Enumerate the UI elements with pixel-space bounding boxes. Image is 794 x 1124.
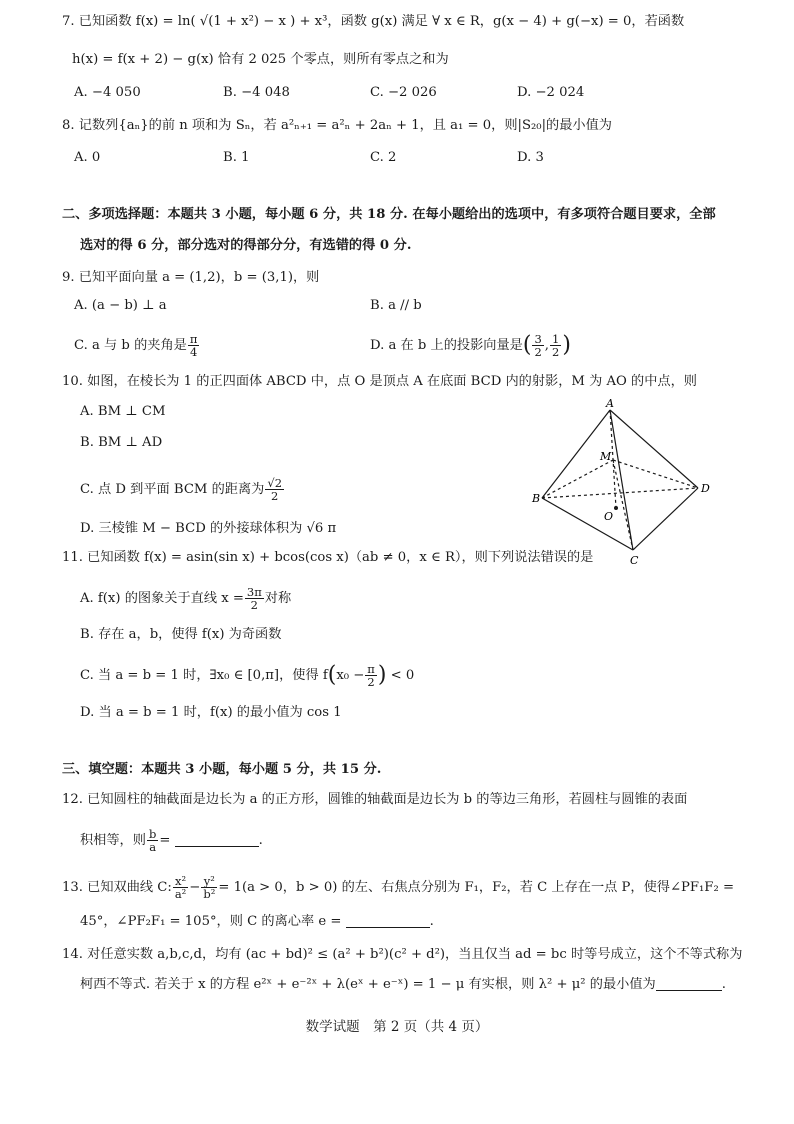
section2-heading: 二、多项选择题：本题共 3 小题，每小题 6 分，共 18 分. 在每小题给出的选项中，有多项符合题目要求，全部 bbox=[62, 207, 716, 222]
q8-option-b: B. 1 bbox=[223, 150, 250, 165]
q14-line2: 柯西不等式. 若关于 x 的方程 e²ˣ + e⁻²ˣ + λ(eˣ + e⁻ˣ) = 1 − μ 有实根，则 λ² + μ² 的最小值为 . bbox=[80, 977, 726, 992]
q7-option-b: B. −4 048 bbox=[223, 85, 290, 100]
segment-mc bbox=[613, 460, 633, 550]
label-m: M bbox=[600, 450, 612, 463]
q7-line1: 7. 已知函数 f(x) = ln( √(1 + x²) − x ) + x³，函数 g(x) 满足 ∀ x ∈ R，g(x − 4) + g(−x) = 0，若函数 bbox=[62, 14, 685, 29]
segment-bm bbox=[542, 460, 613, 498]
q10-option-c: C. 点 D 到平面 BCM 的距离为 $\frac{√2}{2}$ bbox=[80, 476, 283, 503]
label-a: A bbox=[606, 398, 614, 410]
q8-option-c: C. 2 bbox=[370, 150, 397, 165]
label-o: O bbox=[604, 510, 614, 523]
q11-option-d: D. 当 a = b = 1 时，f(x) 的最小值为 cos 1 bbox=[80, 705, 342, 720]
q8-option-a: A. 0 bbox=[74, 150, 101, 165]
q13-line2: 45°，∠PF₂F₁ = 105°，则 C 的离心率 e = . bbox=[80, 914, 434, 929]
q7-line2: h(x) = f(x + 2) − g(x) 恰有 2 025 个零点，则所有零点之和为 bbox=[72, 52, 449, 67]
q14-line1: 14. 对任意实数 a,b,c,d，均有 (ac + bd)² ≤ (a² + b²)(c² + d²)，当且仅当 ad = bc 时等号成立，这个不等式称为 bbox=[62, 947, 743, 962]
q9-option-c: C. a 与 b 的夹角是 $\frac{\pi}{4}$ bbox=[74, 332, 198, 359]
q12-answer-blank bbox=[175, 832, 259, 847]
q13-answer-blank bbox=[346, 913, 430, 928]
q11-option-c: C. 当 a = b = 1 时，∃x₀ ∈ [0,π]，使得 f(x₀ − $\frac{\pi}{2}$ ) < 0 bbox=[80, 662, 415, 689]
q12-line1: 12. 已知圆柱的轴截面是边长为 a 的正方形，圆锥的轴截面是边长为 b 的等边三角形，若圆柱与圆锥的表面 bbox=[62, 792, 688, 807]
edge-dc bbox=[633, 488, 698, 550]
section2-instructions: 选对的得 6 分，部分选对的得部分分，有选错的得 0 分. bbox=[80, 238, 412, 253]
q9-option-d: D. a 在 b 上的投影向量是( $\frac{3}{2}$ , $\frac{1}{2}$ ) bbox=[370, 332, 571, 359]
edge-ad bbox=[610, 410, 698, 488]
edge-bc bbox=[542, 498, 633, 550]
tetrahedron-figure bbox=[530, 398, 720, 568]
q7-option-c: C. −2 026 bbox=[370, 85, 437, 100]
q8-option-d: D. 3 bbox=[517, 150, 544, 165]
segment-md bbox=[613, 460, 698, 488]
q11-option-b: B. 存在 a，b，使得 f(x) 为奇函数 bbox=[80, 627, 282, 642]
q10-line1: 10. 如图，在棱长为 1 的正四面体 ABCD 中，点 O 是顶点 A 在底面 BCD 内的射影，M 为 AO 的中点，则 bbox=[62, 374, 697, 389]
q8-line1: 8. 记数列{aₙ}的前 n 项和为 Sₙ，若 a²ₙ₊₁ = a²ₙ + 2aₙ + 1，且 a₁ = 0，则|S₂₀|的最小值为 bbox=[62, 118, 612, 133]
q10-option-b: B. BM ⊥ AD bbox=[80, 435, 163, 450]
page-footer: 数学试题 第 2 页（共 4 页） bbox=[305, 1019, 489, 1035]
q9-option-a: A. (a − b) ⊥ a bbox=[74, 298, 167, 313]
edge-ac bbox=[610, 410, 633, 550]
label-b: B bbox=[532, 492, 541, 505]
q9-line1: 9. 已知平面向量 a = (1,2)，b = (3,1)，则 bbox=[62, 270, 320, 285]
q10-option-d: D. 三棱锥 M − BCD 的外接球体积为 √6 π bbox=[80, 521, 337, 536]
q7-option-d: D. −2 024 bbox=[517, 85, 585, 100]
q12-line2: 积相等，则 $\frac{b}{a}$ = . bbox=[80, 827, 263, 854]
q7-option-a: A. −4 050 bbox=[74, 85, 141, 100]
label-d: D bbox=[701, 482, 710, 495]
q11-option-a: A. f(x) 的图象关于直线 x = $\frac{3\pi}{2}$ 对称 bbox=[80, 585, 292, 612]
q11-line1: 11. 已知函数 f(x) = asin(sin x) + bcos(cos x)（ab ≠ 0，x ∈ R），则下列说法错误的是 bbox=[62, 550, 594, 565]
label-c: C bbox=[630, 554, 639, 567]
q9-option-b: B. a // b bbox=[370, 298, 422, 313]
point-o bbox=[614, 506, 618, 510]
q10-option-a: A. BM ⊥ CM bbox=[80, 404, 166, 419]
q14-answer-blank bbox=[656, 976, 722, 991]
q13-line1: 13. 已知双曲线 C: $\frac{\text{x²}}{\text{a²}}$ − $\frac{\text{y²}}{\text{b²}}$ = 1(a > 0，b > 0) 的左、右焦点分别为 F₁，F₂，若 C 上存在一点 P，使得∠PF₁F₂ = bbox=[62, 874, 734, 901]
section3-heading: 三、填空题：本题共 3 小题，每小题 5 分，共 15 分. bbox=[62, 762, 382, 777]
